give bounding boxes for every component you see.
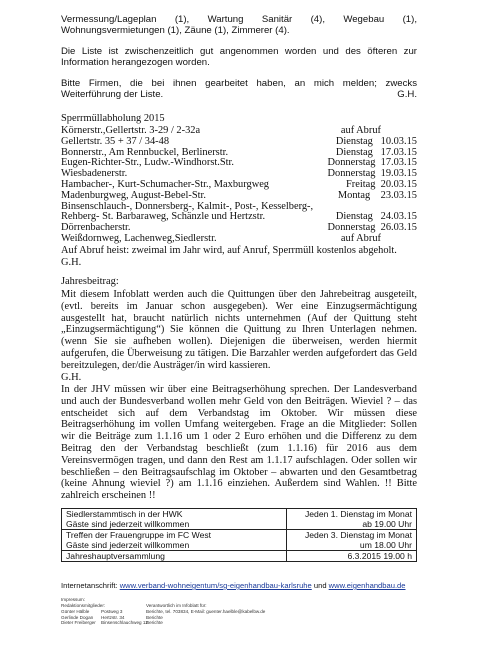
impressum-member-street: Hertzstr. 34: [101, 614, 125, 620]
impressum-title: Impressum:: [61, 597, 85, 602]
sperrmuell-street: Gellertstr. 35 + 37 / 34-48: [61, 135, 170, 147]
events-table: [61, 508, 417, 562]
event-guest-note: Gäste sind jederzeit willkommen: [66, 540, 190, 550]
event-name-cell: [62, 530, 287, 551]
internet-address: [61, 581, 417, 590]
impressum-member-name: Günter Hälble: [61, 609, 90, 614]
event-when: Jeden 3. Dienstag im Monat: [304, 530, 412, 540]
impressum-member-name: Dieter Freiberger: [61, 620, 96, 626]
beitrag-text: Mit diesem Infoblatt werden auch die Quittungen über den Jahrebeitrag ausgeteilt, (evtl. bereits im Januar schon ausgegeben). Wer eine Einzugsermächtigung ausgestellt hat, braucht natürlich nichts unternehmen (Auf der Quittung steht „Einzugsermächtigung“) Sie können die Quittung zu Ihren Unterlagen nehmen. (wenn Sie sie aufheben wollen). Diejenigen die überweisen, werden hiermit aufgerufen, die Überweisung zu tätigen. Die Barzahler werden aufgefordert das Geld bereitzulegen, der/die Austräger/in wird kassieren.: [61, 289, 417, 371]
beitrag-signature: G.H.: [61, 372, 82, 383]
beitrag-title: Jahresbeitrag:: [61, 276, 119, 287]
event-time: ab 19.00 Uhr: [362, 519, 412, 529]
event-name: Siedlerstammtisch in der HWK: [66, 509, 183, 519]
website-link-verband[interactable]: www.verband-wohneigentum/sg-eigenhandbau-karlsruhe: [119, 581, 312, 590]
sperrmuell-date: Dienstag 17.03.15: [335, 146, 417, 158]
sperrmuell-street: Wiesbadenerstr.: [61, 168, 128, 180]
intro-signature: G.H.: [397, 89, 417, 100]
event-name: Jahreshauptversammlung: [66, 551, 165, 561]
event-row: [62, 509, 417, 530]
impressum-member-responsibility: Berichte, tel. 703834, E-Mail: guenter.haelble@kabelbw.de: [146, 609, 266, 614]
sperrmuell-street: Madenburgweg, August-Bebel-Str.: [61, 189, 206, 201]
sperrmuell-note: Auf Abruf heist: zweimal im Jahr wird, auf Anruf, Sperrmüll kostenlos abgeholt.: [61, 245, 397, 256]
sperrmuell-street: Dörrenbacherstr.: [61, 222, 131, 234]
sperrmuell-street: Eugen-Richter-Str., Ludw.-Windhorst.Str.: [61, 157, 235, 169]
jhv-text: In der JHV müssen wir über eine Beitragserhöhung sprechen. Der Landesverband und auch der Bundesverband wollen mehr Geld von den Beiträgen. Wieviel ? – das entscheidet sich auf dem Verbandstag im Oktober. Wir müssen diese Beitragserhöhung im vollen Umfang weitergeben. Frage an die Mitglieder: Sollen wir die Beiträge zum 1.1.16 um 1 oder 2 Euro erhöhen und die Differenz zu dem Beitrag den der Verbandstag beschließt (zum 1.1.16) für 2016 aus dem Vereinsvermögen tragen, und dann den Rest am 1.1.17 aufschlagen. Oder sollen wir beschließen – den Beitragsaufschlag im Oktober – abwarten und den Gesamtbetrag (keine Ahnung wieviel ?) am 1.1.16 einziehen. Außerdem sind Wahlen. !! Bitte zahlreich erscheinen !!: [61, 384, 417, 502]
website-link-eigenhandbau[interactable]: www.eigenhandbau.de: [328, 581, 406, 590]
event-name-cell: [62, 509, 287, 530]
intro-line-1: [61, 14, 417, 36]
sperrmuell-signature: G.H.: [61, 257, 82, 268]
event-guest-note: Gäste sind jederzeit willkommen: [66, 519, 190, 529]
sperrmuell-row: [61, 233, 417, 245]
sperrmuell-title: Sperrmüllabholung 2015: [61, 113, 165, 124]
sperrmuell-date: auf Abruf: [340, 233, 381, 244]
intro-paragraph-3-text: Bitte Firmen, die bei ihnen gearbeitet haben, an mich melden; zwecks Weiterführung der Liste.: [61, 78, 417, 101]
internet-label: Internetanschrift:: [61, 581, 118, 590]
event-row: [62, 530, 417, 551]
impressum-resp-label: Verantwortlich im Infoblatt für:: [146, 603, 207, 608]
event-row: [62, 551, 417, 562]
sperrmuell-street: Bonnerstr., Am Rennbuckel, Berlinerstr.: [61, 146, 229, 158]
sperrmuell-street: Hambacher-, Kurt-Schumacher-Str., Maxburgweg: [61, 179, 270, 190]
trades-list-line-1: Vermessung/Lageplan (1), Wartung Sanitär (4), Wegebau (1),: [61, 14, 417, 25]
sperrmuell-date: Donnerstag 19.03.15: [327, 168, 417, 180]
event-name-cell: [62, 551, 287, 562]
sperrmuell-date: auf Abruf: [340, 125, 381, 136]
impressum-member-responsibility: Berichte: [146, 614, 163, 620]
impressum-team-label: Redaktionsmitglieder:: [61, 603, 106, 608]
sperrmuell-date: Montag 23.03.15: [337, 189, 417, 201]
sperrmuell-street: Körnerstr.,Gellertstr. 3-29 / 2-32a: [61, 125, 201, 136]
sperrmuell-date: Dienstag 10.03.15: [335, 135, 417, 147]
event-time: um 18.00 Uhr: [359, 540, 412, 550]
impressum-member-street: Postweg 3: [101, 609, 123, 614]
sperrmuell-date: Freitag 20.03.15: [346, 179, 417, 190]
event-when: Jeden 1. Dienstag im Monat: [304, 509, 412, 519]
sperrmuell-street: Rehberg- St. Barbaraweg, Schänzle und Hertzstr.: [61, 211, 266, 223]
impressum-member-responsibility: Berichte: [146, 620, 163, 626]
sperrmuell-street: Weißdornweg, Lachenweg,Siedlerstr.: [61, 233, 217, 244]
link-joiner: und: [311, 581, 329, 590]
event-time-cell: [287, 509, 417, 530]
event-when: 6.3.2015 19.00 h: [347, 551, 412, 561]
intro-paragraph-2: Die Liste ist zwischenzeitlich gut angenommen worden und des öfteren zur Information herangezogen worden.: [61, 46, 417, 69]
sperrmuell-date: Dienstag 24.03.15: [335, 211, 417, 223]
sperrmuell-date: Donnerstag 26.03.15: [327, 222, 417, 234]
impressum-member-name: Gerlinde Dogan: [61, 614, 94, 620]
event-name: Treffen der Frauengruppe im FC West: [66, 530, 212, 540]
sperrmuell-date: Donnerstag 17.03.15: [327, 157, 417, 169]
trades-list-line-2: Wohnungsvermietungen (1), Zäune (1), Zimmerer (4).: [61, 25, 290, 37]
impressum-member-street: Binsenschlauchweg 12: [101, 620, 148, 626]
event-time-cell: [287, 551, 417, 562]
sperrmuell-street: Binsenschlauch-, Donnersberg-, Kalmit-, Post-, Kesselberg-,: [61, 200, 314, 212]
event-time-cell: [287, 530, 417, 551]
